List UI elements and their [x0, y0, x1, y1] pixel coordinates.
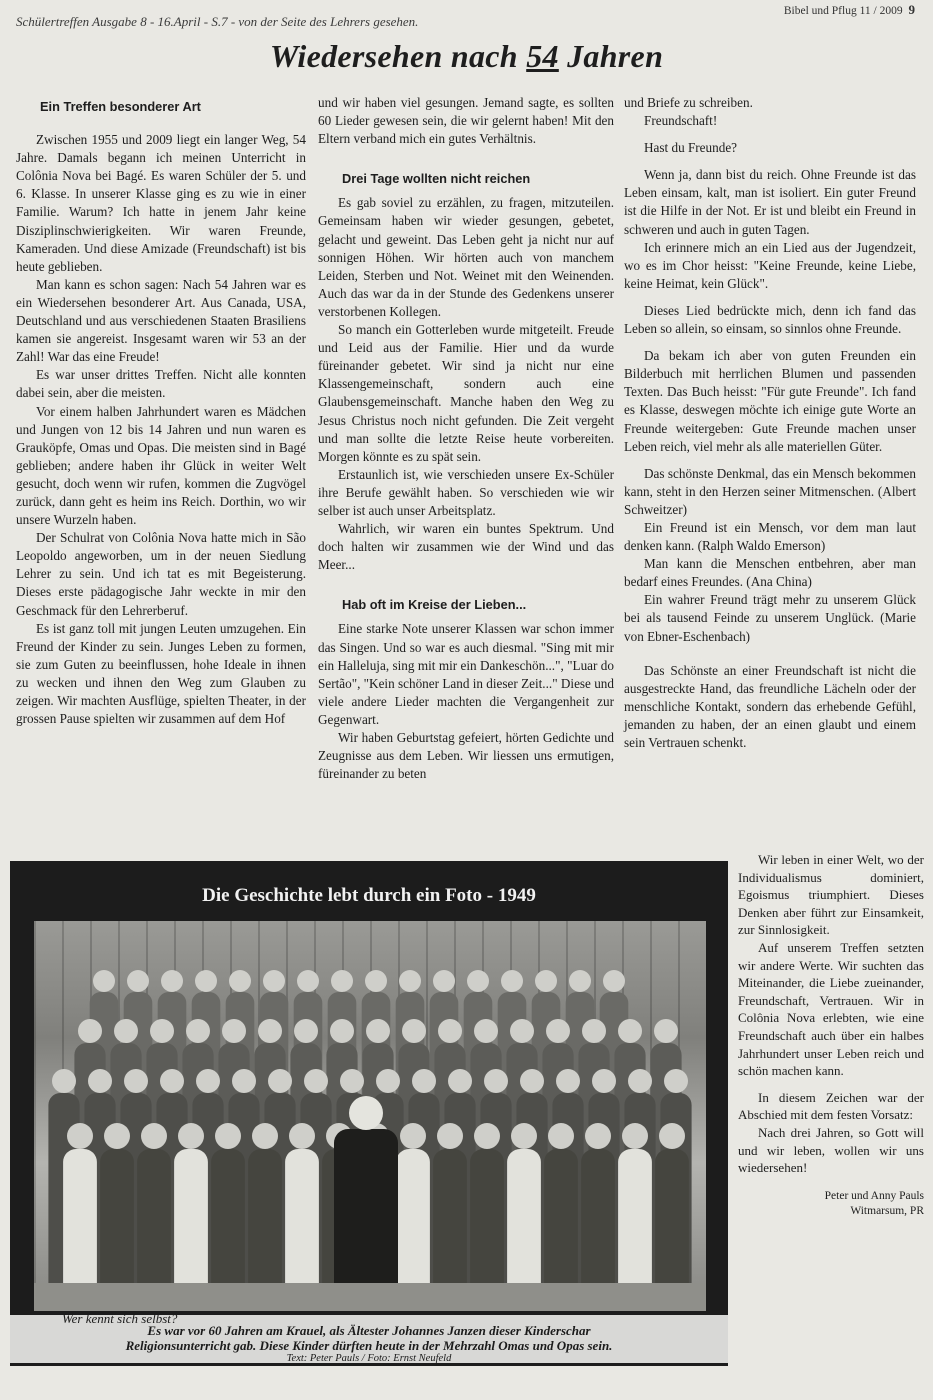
figure-head — [150, 1019, 174, 1043]
figure-head — [365, 970, 387, 992]
caption-line-2: Religionsunterricht gab. Diese Kinder dürften heute in der Mehrzahl Omas und Opas sein. — [125, 1338, 613, 1353]
article-column-4 — [738, 851, 924, 1219]
figure-head — [510, 1019, 534, 1043]
figure-head — [535, 970, 557, 992]
paragraph: Dieses Lied bedrückte mich, denn ich fand das Leben so allein, so einsam, so sinnlos ohne Freunde. — [624, 302, 916, 337]
section-heading: Hab oft im Kreise der Lieben... — [342, 597, 527, 613]
figure-head — [232, 1069, 256, 1093]
figure-head — [268, 1069, 292, 1093]
figure-head — [258, 1019, 282, 1043]
photo-title: Die Geschichte lebt durch ein Foto - 1949 — [202, 885, 536, 906]
paragraph: Es war unser drittes Treffen. Nicht alle konnten dabei sein, aber die meisten. — [16, 367, 306, 401]
quote: Ein wahrer Freund trägt mehr zu unserem Glück bei als tausend Feinde zu unserem Unglück. (Marie von Ebner-Eschenbach) — [624, 592, 916, 644]
caption-line-1: Es war vor 60 Jahren am Krauel, als Ältester Johannes Janzen dieser Kinderschar — [147, 1323, 591, 1338]
figure-head — [196, 1069, 220, 1093]
article-column-2 — [318, 94, 614, 783]
figure-head — [141, 1123, 167, 1149]
figure-head — [52, 1069, 76, 1093]
figure-head — [215, 1123, 241, 1149]
page-number: 9 — [908, 2, 915, 17]
section-heading: Drei Tage wollten nicht reichen — [342, 171, 531, 187]
photo-ground — [34, 1283, 706, 1311]
paragraph: Es gab soviel zu erzählen, zu fragen, mitzuteilen. Gemeinsam haben wir wieder gesungen, gebetet, gelacht und geweint. Das Leben geht ja nicht nur auf sonnigen Höhen. Wir hörten auch von manchem Leiden, Sterben und Not. Weinet mit den Weinenden. Auch das war da in der Stunde des Gedenkens unserer verstorbenen Kollegen. — [318, 195, 614, 319]
figure-head — [569, 970, 591, 992]
figure-head — [160, 1069, 184, 1093]
paragraph: Ich erinnere mich an ein Lied aus der Jugendzeit, wo es im Chor heisst: "Keine Freunde, keine Liebe, keine Heimat, kein Glück". — [624, 239, 916, 291]
issue-number: 11 / 2009 — [859, 5, 903, 17]
figure-head — [104, 1123, 130, 1149]
figure-head — [88, 1069, 112, 1093]
figure-head — [400, 1123, 426, 1149]
photo-credit: Text: Peter Pauls / Foto: Ernst Neufeld — [286, 1353, 452, 1364]
paragraph: Wahrlich, wir waren ein buntes Spektrum. Und doch halten wir zusammen wie der Wind und das Meer... — [318, 521, 614, 573]
figure-head — [124, 1069, 148, 1093]
figure-head — [511, 1123, 537, 1149]
figure-head — [585, 1123, 611, 1149]
author-location: Witmarsum, PR — [850, 1204, 924, 1217]
figure-head — [127, 970, 149, 992]
headline — [0, 38, 933, 75]
paragraph: Vor einem halben Jahrhundert waren es Mädchen und Jungen von 12 bis 14 Jahren und nun waren es Grauköpfe, Omas und Opas. Die meisten sind in Bagé geblieben; andere haben ihr Glück in weiter Welt gesucht, doch wenn wir rufen, kommen die Zugvögel zurück, dann geht es heim ins Reich. Dorthin, wo wir unsere Wurzeln haben. — [16, 403, 306, 528]
figure-head — [484, 1069, 508, 1093]
publication-name: Bibel und Pflug — [783, 5, 857, 17]
paragraph: Man kann es schon sagen: Nach 54 Jahren war es ein Wiedersehen besonderer Art. Aus Canada, USA, Deutschland und aus verschiedenen Staaten Brasiliens kamen sie angereist. Insgesamt waren wir 53 an der Zahl! War das eine Freude! — [16, 276, 306, 365]
paragraph: In diesem Zeichen war der Abschied mit dem festen Vorsatz: — [738, 1089, 924, 1123]
figure-head — [412, 1069, 436, 1093]
figure-head — [618, 1019, 642, 1043]
paragraph: Wir haben Geburtstag gefeiert, hörten Gedichte und Zeugnisse aus dem Leben. Wir liessen uns ermutigen, füreinander zu beten — [318, 730, 614, 782]
figure-head — [222, 1019, 246, 1043]
figure-head — [664, 1069, 688, 1093]
quote: Ein Freund ist ein Mensch, vor dem man laut denken kann. (Ralph Waldo Emerson) — [624, 519, 916, 554]
figure-head — [195, 970, 217, 992]
section-heading: Ein Treffen besonderer Art — [40, 99, 201, 114]
figure-head — [366, 1019, 390, 1043]
figure-head — [467, 970, 489, 992]
paragraph: Da bekam ich aber von guten Freunden ein Bilderbuch mit herrlichen Blumen und passenden Texten. Das Buch heisst: "Für gute Freunde". Ich fand es Klasse, deswegen möchte ich einige gute Worte an Freunde weitergeben: Gute Freunde machen unser Leben reich, viel mehr als alle materiellen Güter. — [624, 348, 916, 454]
figure-head — [331, 970, 353, 992]
figure-head — [474, 1019, 498, 1043]
paragraph: Eine starke Note unserer Klassen war schon immer das Singen. Und so war es auch diesmal. "Sing mit mir ein Halleluja, sing mit mir ein Dankeschön...", "Luar do Sertão", "Kein schöner Land in dieser Zeit..." Diese und viele andere Lieder machten die Vergangenheit zur Gegenwart. — [318, 621, 614, 727]
paragraph: Erstaunlich ist, wie verschieden unsere Ex-Schüler ihre Berufe gewählt haben. So verschieden wie wir selber ist auch unser Arbeitsplatz. — [318, 466, 614, 518]
figure-head — [289, 1123, 315, 1149]
article-column-1 — [16, 98, 306, 728]
quote: Das schönste Denkmal, das ein Mensch bekommen kann, steht in den Herzen seiner Mitmenschen. (Albert Schweitzer) — [624, 465, 916, 517]
figure-head — [592, 1069, 616, 1093]
class-photo-1949 — [34, 921, 706, 1311]
figure-head — [229, 970, 251, 992]
quote: Man kann die Menschen entbehren, aber man bedarf eines Freundes. (Ana China) — [624, 556, 916, 590]
figure-head — [78, 1019, 102, 1043]
paragraph: Der Schulrat von Colônia Nova hatte mich in São Leopoldo angeworben, um in der neuen Siedlung Lehrer zu sein. Und ich tat es mit Begeisterung. Dieses erste pädagogische Jahr weckte in mir den Geschmack für den Lehrerberuf. — [16, 530, 306, 618]
figure-head — [67, 1123, 93, 1149]
article-column-3 — [624, 94, 916, 752]
figure-head — [252, 1123, 278, 1149]
paragraph: Nach drei Jahren, so Gott will und wir leben, wollen wir uns wiedersehen! — [738, 1124, 924, 1176]
figure-head — [448, 1069, 472, 1093]
figure-head — [114, 1019, 138, 1043]
elder-figure-head — [349, 1096, 383, 1130]
figure-head — [520, 1069, 544, 1093]
figure-head — [178, 1123, 204, 1149]
figure-head — [548, 1123, 574, 1149]
paragraph: und Briefe zu schreiben. — [624, 95, 753, 110]
figure-head — [376, 1069, 400, 1093]
figure-head — [622, 1123, 648, 1149]
running-header: Schülertreffen Ausgabe 8 - 16.April - S.7 - von der Seite des Lehrers gesehen. — [16, 14, 419, 29]
figure-head — [603, 970, 625, 992]
paragraph: So manch ein Gotterleben wurde mitgeteilt. Freude und Leid aus der Familie. Hier und da wurde füreinander gebetet. Wir sind ja nicht nur eine Klassengemeinschaft, sondern auch eine Glaubensgemeinschaft. Manche haben den Weg zu Jesus Christus noch nicht gefunden. Die Zeit vergeht und man sollte die letzte Reise heute vorbereiten. Morgen könnte es zu spät sein. — [318, 322, 614, 464]
paragraph: Wenn ja, dann bist du reich. Ohne Freunde ist das Leben einsam, kalt, man ist isoliert. Ein guter Freund ist die Hilfe in der Not. Er ist und bleibt ein Freund in schweren und auch in guten Tagen. — [624, 167, 916, 237]
paragraph: Auf unserem Treffen setzten wir andere Werte. Wir suchten das Miteinander, die Liebe zueinander, Freundschaft, Vertrauen. Wir in Colônia Nova erlebten, wie eine Freundschaft auch über ein halbes Jahrhundert unser Leben reich und schön machen kann. — [738, 939, 924, 1079]
paragraph: Das Schönste an einer Freundschaft ist nicht die ausgestreckte Hand, das freundliche Lächeln oder der menschliche Kontakt, sondern das erhebende Gefühl, jemanden zu haben, der an einen glaubt und einem sein Vertrauen schenkt. — [624, 662, 916, 750]
figure-head — [304, 1069, 328, 1093]
figure-head — [546, 1019, 570, 1043]
figure-head — [330, 1019, 354, 1043]
figure-head — [501, 970, 523, 992]
figure-head — [399, 970, 421, 992]
figure-head — [161, 970, 183, 992]
figure-head — [340, 1069, 364, 1093]
headline-after: Jahren — [558, 38, 664, 74]
figure-head — [582, 1019, 606, 1043]
figure-head — [654, 1019, 678, 1043]
headline-number: 54 — [526, 38, 559, 74]
paragraph: und wir haben viel gesungen. Jemand sagte, es sollten 60 Lieder gewesen sein, die wir gelernt haben! Mit den Eltern verband mich ein gutes Verhältnis. — [318, 95, 614, 147]
caption-question: Wer kennt sich selbst? — [62, 1311, 178, 1326]
figure-head — [659, 1123, 685, 1149]
figure-head — [438, 1019, 462, 1043]
paragraph: Es ist ganz toll mit jungen Leuten umzugehen. Ein Freund der Kinder zu sein. Junges Leben zu formen, sie zum Guten zu beeinflussen, hohe Ideale in ihnen zu wecken und ihnen den Weg zum Glauben zu zeigen. Wir machten Ausflüge, spielten Theater, in der grossen Pause spielten wir zusammen auf dem Hof — [16, 620, 306, 727]
figure-head — [437, 1123, 463, 1149]
figure-head — [474, 1123, 500, 1149]
paragraph: Zwischen 1955 und 2009 liegt ein langer Weg, 54 Jahre. Damals begann ich meinen Unterricht in Colônia Nova bei Bagé. Es waren Schüler der 5. und 6. Klasse. In unserer Klasse ging es zu wie in einer Familie. Warum? Ich hatte in jenem Jahr keine Disziplinschwierigkeiten. Wir waren Freunde, Kameraden. Und diese Amizade (Freundschaft) ist bis heute geblieben. — [16, 132, 306, 274]
figure-head — [433, 970, 455, 992]
figure-head — [186, 1019, 210, 1043]
author-names: Peter und Anny Pauls — [824, 1189, 924, 1202]
photo-caption — [10, 1311, 728, 1364]
paragraph: Freundschaft! — [644, 113, 718, 129]
figure-head — [556, 1069, 580, 1093]
figure-head — [297, 970, 319, 992]
headline-before: Wiedersehen nach — [269, 38, 527, 74]
figure-head — [628, 1069, 652, 1093]
photo-figures — [34, 921, 706, 1311]
figure-head — [294, 1019, 318, 1043]
publication-info — [784, 2, 915, 18]
author-signature — [738, 1189, 924, 1219]
figure-head — [93, 970, 115, 992]
paragraph: Hast du Freunde? — [644, 140, 738, 156]
photo-box — [10, 861, 728, 1366]
figure-head — [402, 1019, 426, 1043]
figure-head — [263, 970, 285, 992]
paragraph: Wir leben in einer Welt, wo der Individualismus dominiert, Egoismus triumphiert. Dieses Denken aber führt zur Einsamkeit, zur Sinnlosigkeit. — [738, 852, 924, 938]
